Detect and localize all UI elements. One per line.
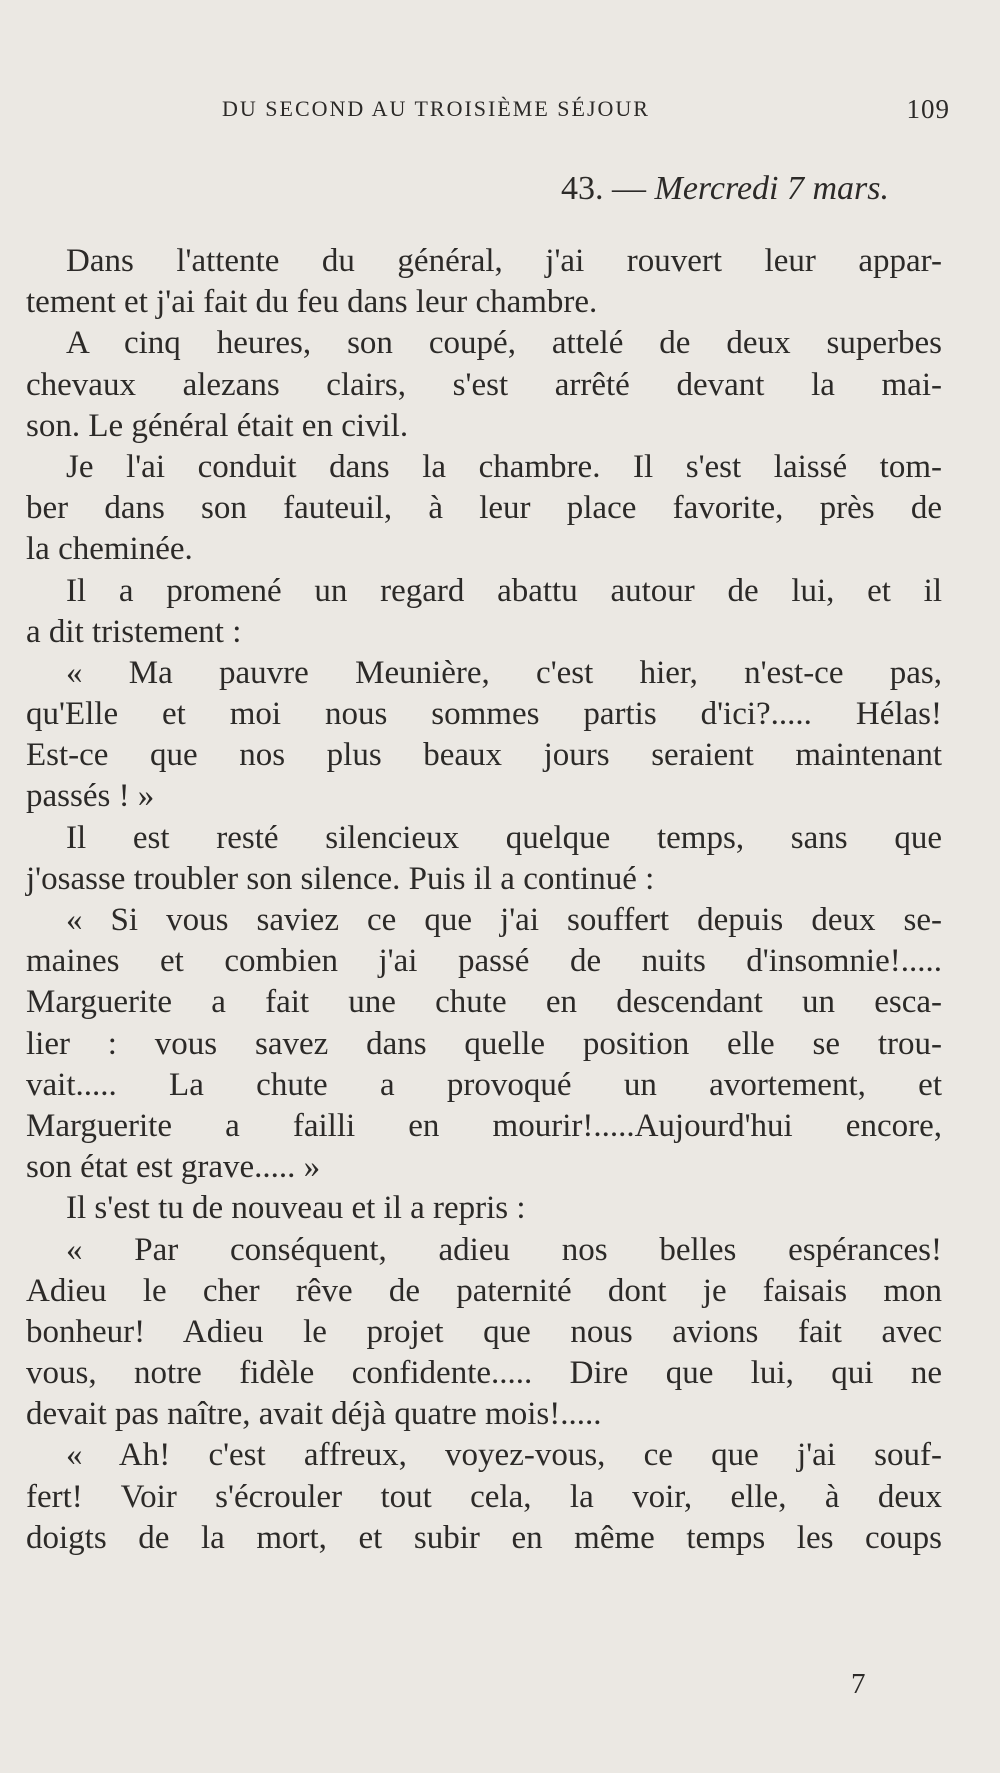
text-line: chevaux alezans clairs, s'est arrêté devant la mai- bbox=[26, 366, 942, 403]
text-line: a dit tristement : bbox=[26, 613, 242, 650]
text-line: Il est resté silencieux quelque temps, sans que bbox=[66, 819, 942, 856]
text-line: « Si vous saviez ce que j'ai souffert depuis deux se- bbox=[66, 902, 942, 938]
text-line: bonheur! Adieu le projet que nous avions fait avec bbox=[26, 1313, 942, 1350]
text-line: j'osasse troubler son silence. Puis il a continué : bbox=[26, 860, 655, 897]
text-line: Marguerite a failli en mourir!.....Aujourd'hui encore, bbox=[26, 1107, 942, 1144]
text-line: maines et combien j'ai passé de nuits d'insomnie!..... bbox=[26, 943, 942, 980]
body-text bbox=[26, 241, 942, 1559]
text-line: Je l'ai conduit dans la chambre. Il s'est laissé tom- bbox=[66, 448, 942, 485]
text-line: Il a promené un regard abattu autour de lui, et il bbox=[66, 572, 942, 609]
text-line: vait..... La chute a provoqué un avortement, et bbox=[26, 1066, 942, 1103]
entry-date: Mercredi 7 mars. bbox=[654, 170, 889, 207]
text-line: « Ma pauvre Meunière, c'est hier, n'est-ce pas, bbox=[66, 654, 942, 691]
text-line: qu'Elle et moi nous sommes partis d'ici?..... Hélas! bbox=[26, 696, 942, 733]
text-line: la cheminée. bbox=[26, 531, 193, 568]
running-title: DU SECOND AU TROISIÈME SÉJOUR bbox=[222, 96, 650, 121]
entry-heading bbox=[561, 170, 889, 208]
text-line: ber dans son fauteuil, à leur place favorite, près de bbox=[26, 490, 942, 527]
text-line: lier : vous savez dans quelle position elle se trou- bbox=[26, 1025, 942, 1062]
text-line: vous, notre fidèle confidente..... Dire que lui, qui ne bbox=[26, 1355, 942, 1392]
text-line: fert! Voir s'écrouler tout cela, la voir, elle, à deux bbox=[26, 1478, 942, 1515]
running-head bbox=[0, 96, 1000, 126]
text-line: A cinq heures, son coupé, attelé de deux superbes bbox=[66, 325, 942, 362]
text-line: Est-ce que nos plus beaux jours seraient maintenant bbox=[26, 737, 942, 774]
text-line: devait pas naître, avait déjà quatre mois!..... bbox=[26, 1396, 602, 1433]
text-line: tement et j'ai fait du feu dans leur chambre. bbox=[26, 284, 598, 321]
text-line: Il s'est tu de nouveau et il a repris : bbox=[66, 1190, 526, 1227]
signature-mark: 7 bbox=[851, 1668, 866, 1700]
text-line: « Ah! c'est affreux, voyez-vous, ce que j'ai souf- bbox=[66, 1437, 942, 1474]
entry-number: 43. — bbox=[561, 170, 646, 207]
text-line: doigts de la mort, et subir en même temps les coups bbox=[26, 1519, 942, 1556]
page-number: 109 bbox=[906, 94, 950, 124]
text-line: « Par conséquent, adieu nos belles espérances! bbox=[66, 1231, 942, 1268]
text-line: Adieu le cher rêve de paternité dont je faisais mon bbox=[26, 1272, 942, 1309]
text-line: Dans l'attente du général, j'ai rouvert leur appar- bbox=[66, 243, 942, 279]
text-line: son. Le général était en civil. bbox=[26, 407, 409, 444]
text-line: passés ! » bbox=[26, 778, 155, 815]
text-line: son état est grave..... » bbox=[26, 1149, 321, 1186]
text-line: Marguerite a fait une chute en descendant un esca- bbox=[26, 984, 942, 1021]
